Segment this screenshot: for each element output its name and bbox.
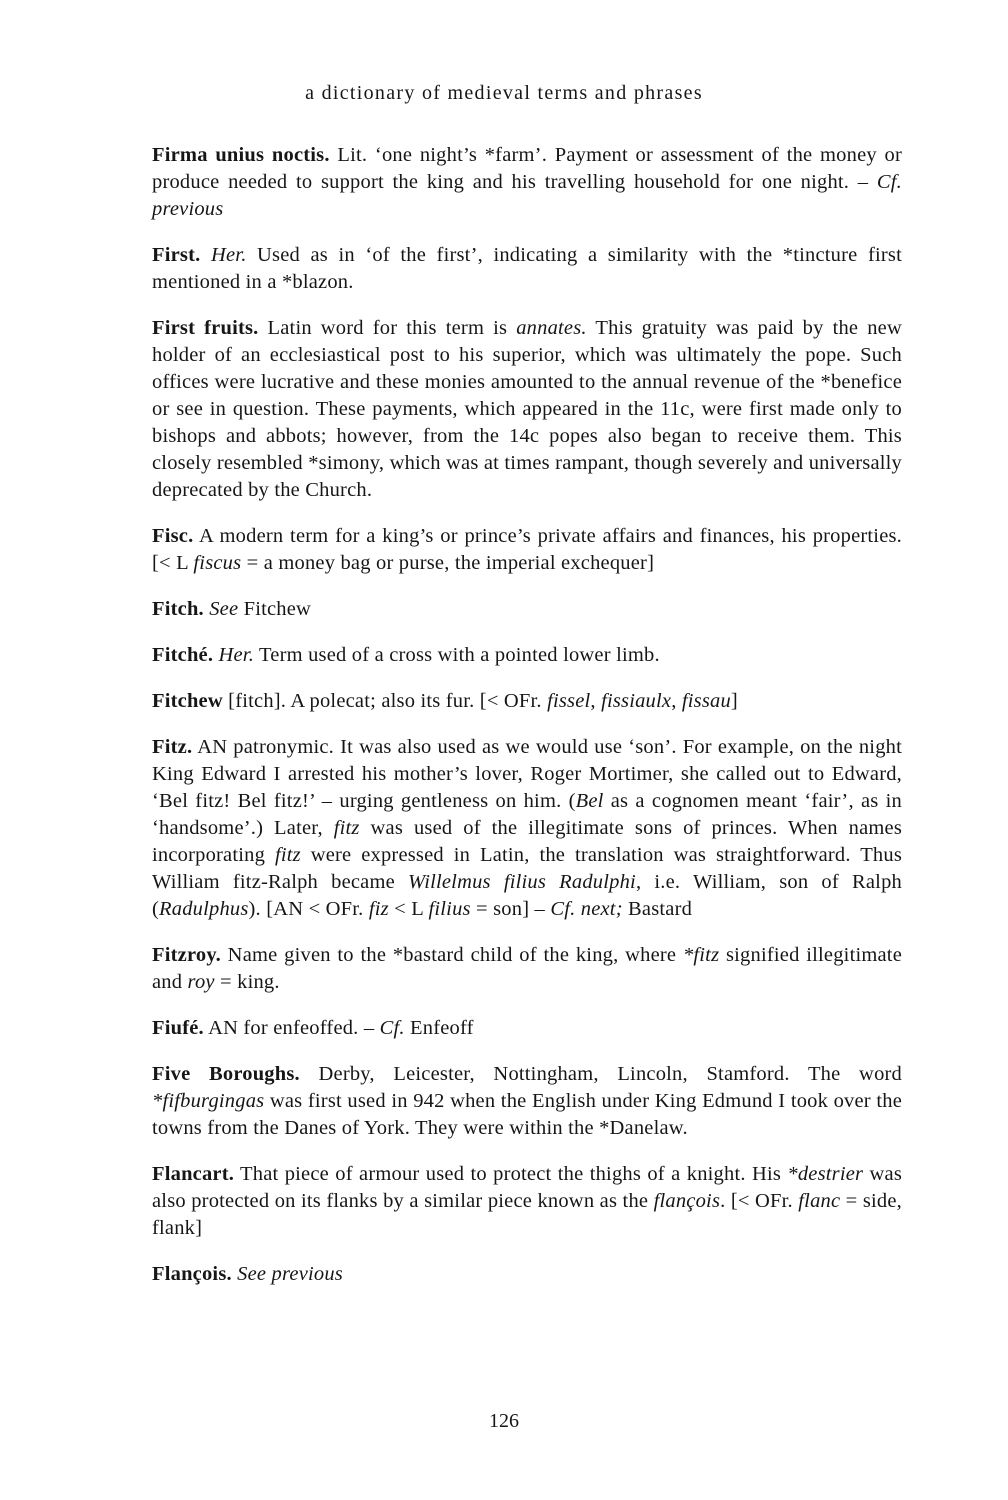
dictionary-entry — [152, 642, 902, 669]
entry-italic-text: annates. — [516, 317, 587, 339]
entry-italic-text: filius — [428, 898, 471, 920]
entry-text: Derby, Leicester, Nottingham, Lincoln, Stamford. The word — [299, 1063, 902, 1085]
entry-italic-text: fissau — [681, 690, 731, 712]
entry-italic-text: See — [209, 598, 239, 620]
entry-headword: Fiufé. — [152, 1017, 204, 1039]
entry-text: as a cognomen meant ‘fair’, as in ‘handsome’.) Later, — [152, 790, 902, 839]
entry-headword: Fisc. — [152, 525, 194, 547]
dictionary-entry — [152, 734, 902, 923]
entry-text: This gratuity was paid by the new holder of an ecclesiastical post to his superior, which was ultimately the pope. Such offices were lucrative and these monies amounted to the annual revenue of the *benefice or see in question. These payments, which appeared in the 11c, were first made only to bishops and abbots; however, from the 14c popes also began to receive them. This closely resembled *simony, which was at times rampant, though severely and universally deprecated by the Church. — [152, 317, 902, 501]
entry-text: AN patronymic. It was also used as we would use ‘son’. For example, on the night King Edward I arrested his mother’s lover, Roger Mortimer, she called out to Edward, ‘Bel fitz! Bel fitz!’ – urging gentleness on him. ( — [152, 736, 902, 812]
entry-text: Used as in ‘of the first’, indicating a similarity with the *tincture first mentioned in a *blazon. — [152, 244, 902, 293]
dictionary-entry — [152, 523, 902, 577]
entry-text: Bastard — [622, 898, 693, 920]
dictionary-entries — [152, 142, 902, 1307]
entry-italic-text: *fifburgingas — [152, 1090, 265, 1112]
entry-text: A modern term for a king’s or prince’s private affairs and finances, his properties. [< L — [152, 525, 902, 574]
entry-headword: Five Boroughs. — [152, 1063, 300, 1085]
dictionary-entry — [152, 688, 902, 715]
entry-text: ). [AN < OFr. — [248, 898, 369, 920]
entry-text: Enfeoff — [404, 1017, 474, 1039]
entry-headword: First. — [152, 244, 201, 266]
entry-headword: Fitchew — [152, 690, 223, 712]
entry-text: was first used in 942 when the English under King Edmund I took over the towns from the Danes of York. They were within the *Danelaw. — [152, 1090, 902, 1139]
entry-headword: Firma unius noctis. — [152, 144, 330, 166]
entry-headword: Fitch. — [152, 598, 204, 620]
entry-headword: Fitzroy. — [152, 944, 221, 966]
entry-text: = a money bag or purse, the imperial exchequer] — [241, 552, 655, 574]
entry-text: AN for enfeoffed. – — [203, 1017, 380, 1039]
entry-text: , — [671, 690, 682, 712]
entry-text: Lit. ‘one night’s *farm’. Payment or assessment of the money or produce needed to support the king and his travelling household for one night. – — [152, 144, 902, 193]
dictionary-entry — [152, 1161, 902, 1242]
entry-italic-text: fissiaulx — [601, 690, 672, 712]
entry-italic-text: Cf. — [379, 1017, 405, 1039]
dictionary-entry — [152, 1015, 902, 1042]
entry-headword: Fitz. — [152, 736, 193, 758]
entry-italic-text: Her. — [210, 244, 247, 266]
entry-text — [200, 244, 211, 266]
entry-headword: Flancart. — [152, 1163, 235, 1185]
entry-text: . [< OFr. — [720, 1190, 799, 1212]
entry-italic-text: Radulphus — [159, 898, 249, 920]
entry-text: = side, flank] — [152, 1190, 902, 1239]
entry-italic-text: See previous — [237, 1263, 343, 1285]
running-head: a dictionary of medieval terms and phrases — [305, 82, 703, 104]
entry-text: = son] – — [470, 898, 551, 920]
entry-text: were expressed in Latin, the translation was straightforward. Thus William fitz-Ralph became — [152, 844, 902, 893]
dictionary-entry — [152, 1061, 902, 1142]
entry-italic-text: roy — [187, 971, 215, 993]
entry-text: ] — [730, 690, 738, 712]
entry-text: Fitchew — [238, 598, 312, 620]
entry-text: was used of the illegitimate sons of princes. When names incorporating — [152, 817, 902, 866]
entry-headword: Fitché. — [152, 644, 214, 666]
entry-text: That piece of armour used to protect the thighs of a knight. His — [234, 1163, 788, 1185]
entry-text: < L — [388, 898, 429, 920]
dictionary-entry — [152, 596, 902, 623]
entry-text: Term used of a cross with a pointed lower limb. — [254, 644, 660, 666]
entry-italic-text: flanc — [798, 1190, 841, 1212]
entry-italic-text: Cf. previous — [152, 171, 902, 220]
entry-headword: First fruits. — [152, 317, 259, 339]
dictionary-entry — [152, 1261, 902, 1288]
entry-text: Name given to the *bastard child of the king, where — [220, 944, 683, 966]
entry-italic-text: Cf. next; — [550, 898, 623, 920]
entry-text: [fitch]. A polecat; also its fur. [< OFr. — [222, 690, 548, 712]
entry-text: signified illegitimate and — [152, 944, 902, 993]
dictionary-entry — [152, 142, 902, 223]
entry-italic-text: fitz — [333, 817, 360, 839]
entry-italic-text: *destrier — [787, 1163, 864, 1185]
entry-italic-text: flançois — [653, 1190, 721, 1212]
entry-headword: Flançois. — [152, 1263, 232, 1285]
entry-text: , i.e. William, son of Ralph ( — [152, 871, 902, 920]
page-number: 126 — [489, 1410, 519, 1432]
entry-italic-text: fissel — [547, 690, 591, 712]
dictionary-entry — [152, 942, 902, 996]
entry-italic-text: fitz — [274, 844, 301, 866]
entry-text: was also protected on its flanks by a similar piece known as the — [152, 1163, 902, 1212]
entry-text: = king. — [214, 971, 280, 993]
entry-italic-text: Willelmus filius Radulphi — [408, 871, 636, 893]
entry-text: , — [590, 690, 602, 712]
entry-italic-text: Bel — [575, 790, 604, 812]
entry-italic-text: fiz — [368, 898, 389, 920]
entry-text: Latin word for this term is — [258, 317, 517, 339]
entry-italic-text: *fitz — [682, 944, 720, 966]
dictionary-entry — [152, 242, 902, 296]
entry-italic-text: fiscus — [193, 552, 242, 574]
entry-italic-text: Her. — [218, 644, 255, 666]
dictionary-entry — [152, 315, 902, 504]
